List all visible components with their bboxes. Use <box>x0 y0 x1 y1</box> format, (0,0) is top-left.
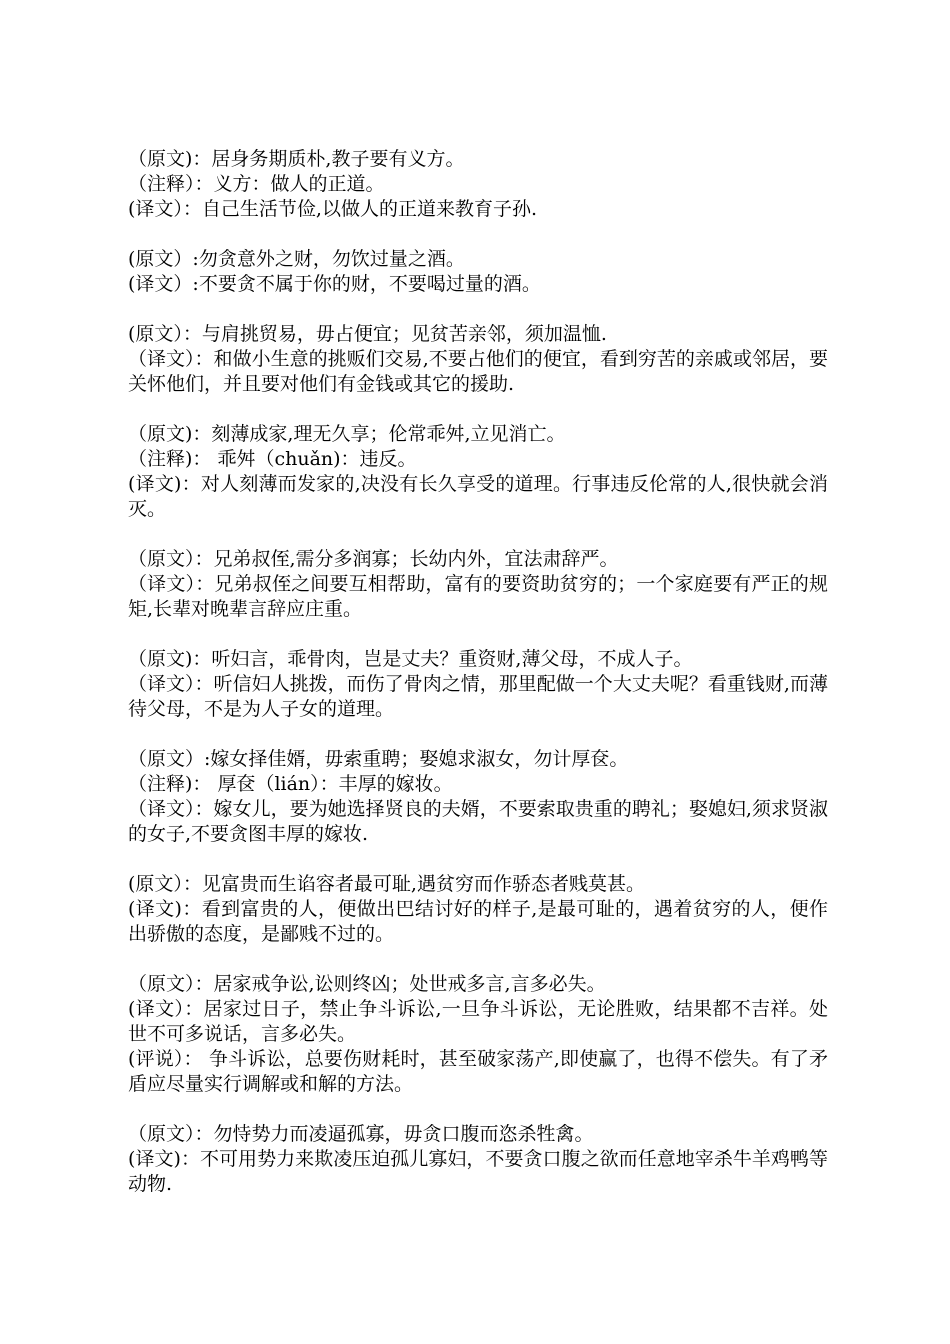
text-line: （译文）：听信妇人挑拨，而伤了骨肉之情，那里配做一个大丈夫呢？看重钱财,而薄待父母，不是为人子女的道理。 <box>128 673 828 720</box>
text-line: (原文）：见富贵而生谄容者最可耻,遇贫穷而作骄态者贱莫甚。 <box>128 873 645 895</box>
text-line: （译文）：和做小生意的挑贩们交易,不要占他们的便宜，看到穷苦的亲戚或邻居，要关怀他们，并且要对他们有金钱或其它的援助. <box>128 348 828 395</box>
text-line: （注释)： 厚奁（lián）：丰厚的嫁妆。 <box>128 773 453 795</box>
text-line: (原文）:勿贪意外之财，勿饮过量之酒。 <box>128 248 465 270</box>
text-line: （原文）:嫁女择佳婿，毋索重聘；娶媳求淑女，勿计厚奁。 <box>128 748 629 770</box>
text-line: （原文）：居家戒争讼,讼则终凶；处世戒多言,言多必失。 <box>128 973 606 995</box>
text-line: （注释)： 乖舛（chuǎn)：违反。 <box>128 448 417 470</box>
text-entry <box>128 322 828 397</box>
text-entry <box>128 972 828 1097</box>
text-line: (译文）：自己生活节俭,以做人的正道来教育子孙. <box>128 198 537 220</box>
text-entry <box>128 747 828 847</box>
text-line: (原文）：与肩挑贸易，毋占便宜；见贫苦亲邻，须加温恤. <box>128 323 607 345</box>
text-line: （原文)：刻薄成家,理无久享；伦常乖舛,立见消亡。 <box>128 423 566 445</box>
text-line: (译文）：居家过日子，禁止争斗诉讼,一旦争斗诉讼，无论胜败，结果都不吉祥。处世不可多说话，言多必失。 <box>128 998 828 1045</box>
text-line: （注释）：义方：做人的正道。 <box>128 173 385 195</box>
text-entry <box>128 247 828 297</box>
text-line: （原文)：听妇言，乖骨肉，岂是丈夫？重资财,薄父母，不成人子。 <box>128 648 693 670</box>
text-entry <box>128 422 828 522</box>
text-line: (译文）:不要贪不属于你的财，不要喝过量的酒。 <box>128 273 541 295</box>
text-line: （译文）：嫁女儿，要为她选择贤良的夫婿，不要索取贵重的聘礼；娶媳妇,须求贤淑的女子,不要贪图丰厚的嫁妆. <box>128 798 828 845</box>
text-line: (译文)：看到富贵的人，便做出巴结讨好的样子,是最可耻的，遇着贫穷的人，便作出骄傲的态度，是鄙贱不过的。 <box>128 898 828 945</box>
text-entry <box>128 647 828 722</box>
text-entry <box>128 1122 828 1197</box>
text-line: (译文)：不可用势力来欺凌压迫孤儿寡妇，不要贪口腹之欲而任意地宰杀牛羊鸡鸭等动物. <box>128 1148 828 1195</box>
text-entry <box>128 547 828 622</box>
text-line: （原文)：居身务期质朴,教子要有义方。 <box>128 148 465 170</box>
text-line: （原文）：勿恃势力而凌逼孤寡，毋贪口腹而恣杀牲禽。 <box>128 1123 594 1145</box>
text-line: （原文）：兄弟叔侄,需分多润寡；长幼内外，宜法肃辞严。 <box>128 548 619 570</box>
text-entry <box>128 872 828 947</box>
text-entry <box>128 147 828 222</box>
text-line: （译文）：兄弟叔侄之间要互相帮助，富有的要资助贫穷的；一个家庭要有严正的规矩,长辈对晚辈言辞应庄重。 <box>128 573 828 620</box>
text-line: (译文)：对人刻薄而发家的,决没有长久享受的道理。行事违反伦常的人,很快就会消灭。 <box>128 473 828 520</box>
document-body <box>128 147 828 1222</box>
text-line: (评说）： 争斗诉讼，总要伤财耗时，甚至破家荡产,即使赢了，也得不偿失。有了矛盾应尽量实行调解或和解的方法。 <box>128 1048 828 1095</box>
